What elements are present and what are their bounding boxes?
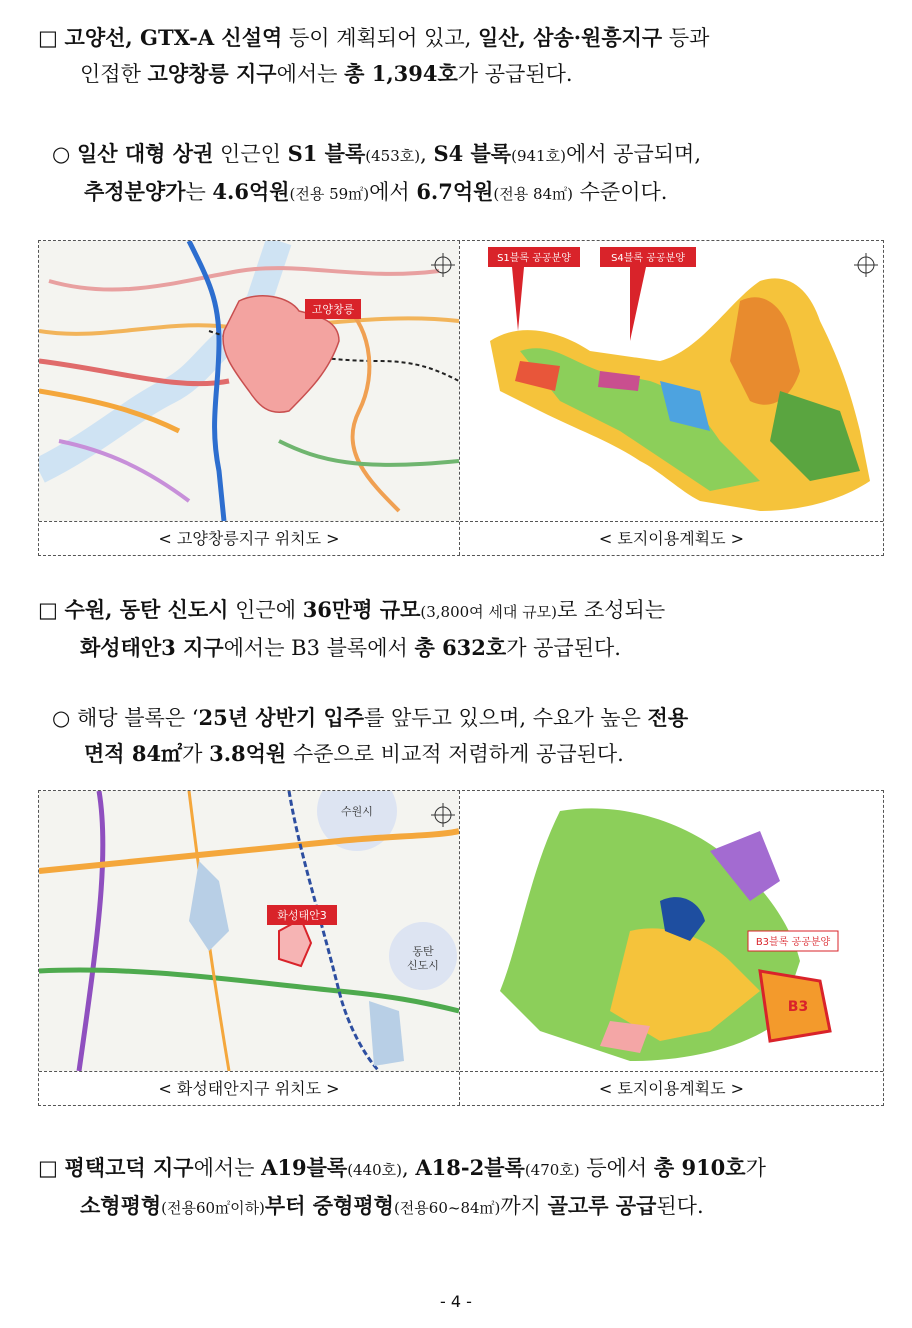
goyang-location-map bbox=[39, 241, 459, 521]
section-1-paragraph bbox=[38, 20, 888, 92]
plan-b3-label: B3 bbox=[787, 999, 809, 1015]
circle-bullet-icon: ○ bbox=[52, 142, 71, 166]
hwaseong-landuse-plan bbox=[460, 791, 883, 1071]
checkbox-square-icon: □ bbox=[38, 1156, 58, 1180]
section-2-line-1: □ 수원, 동탄 신도시 인근에 36만평 규모(3,800여 세대 규모)로 조성되는 bbox=[38, 597, 666, 622]
map-label-goyang: 고양창릉 bbox=[311, 303, 355, 316]
sub-2-line-2: 면적 84㎡가 3.8억원 수준으로 비교적 저렴하게 공급된다. bbox=[84, 741, 624, 766]
figure-2-right-caption: < 토지이용계획도 > bbox=[460, 1071, 883, 1106]
section-3-paragraph bbox=[38, 1150, 888, 1226]
goyang-landuse-plan bbox=[460, 241, 883, 521]
checkbox-square-icon: □ bbox=[38, 598, 58, 622]
section-1-line-1: □ 고양선, GTX-A 신설역 등이 계획되어 있고, 일산, 삼송·원흥지구 등과 bbox=[38, 25, 710, 50]
page-number: - 4 - bbox=[440, 1292, 472, 1311]
plan-label-s1: S1블록 공공분양 bbox=[497, 253, 571, 264]
section-3-line-2: 소형평형(전용60㎡이하)부터 중형평형(전용60~84㎡)까지 골고루 공급된다. bbox=[80, 1193, 704, 1218]
figure-1-left-caption: < 고양창릉지구 위치도 > bbox=[39, 521, 459, 556]
figure-1 bbox=[38, 240, 884, 556]
sub-2-line-1: ○ 해당 블록은 ‘25년 상반기 입주를 앞두고 있으며, 수요가 높은 전용 bbox=[52, 705, 689, 730]
hwaseong-location-map bbox=[39, 791, 459, 1071]
plan-label-s4: S4블록 공공분양 bbox=[611, 253, 685, 264]
map-label-hwaseong: 화성태안3 bbox=[277, 909, 327, 922]
plan-label-b3: B3블록 공공분양 bbox=[755, 937, 831, 948]
section-2-paragraph bbox=[38, 592, 888, 666]
section-2-line-2: 화성태안3 지구에서는 B3 블록에서 총 632호가 공급된다. bbox=[80, 635, 621, 660]
figure-2 bbox=[38, 790, 884, 1106]
sub-1-line-1: ○ 일산 대형 상권 인근인 S1 블록(453호), S4 블록(941호)에서 공급되며, bbox=[52, 141, 702, 166]
figure-2-left-caption: < 화성태안지구 위치도 > bbox=[39, 1071, 459, 1106]
sub-bullet-1 bbox=[52, 136, 892, 212]
circle-bullet-icon: ○ bbox=[52, 706, 71, 730]
checkbox-square-icon: □ bbox=[38, 26, 58, 50]
section-3-line-1: □ 평택고덕 지구에서는 A19블록(440호), A18-2블록(470호) 등에서 총 910호가 bbox=[38, 1155, 766, 1180]
sub-1-line-2: 추정분양가는 4.6억원(전용 59㎡)에서 6.7억원(전용 84㎡) 수준이다. bbox=[84, 179, 668, 204]
city-label-suwon: 수원시 bbox=[341, 805, 373, 818]
city-label-dongtan: 동탄 신도시 bbox=[407, 945, 439, 972]
section-1-line-2: 인접한 고양창릉 지구에서는 총 1,394호가 공급된다. bbox=[80, 61, 573, 86]
sub-bullet-2 bbox=[52, 700, 892, 772]
figure-1-right-caption: < 토지이용계획도 > bbox=[460, 521, 883, 556]
